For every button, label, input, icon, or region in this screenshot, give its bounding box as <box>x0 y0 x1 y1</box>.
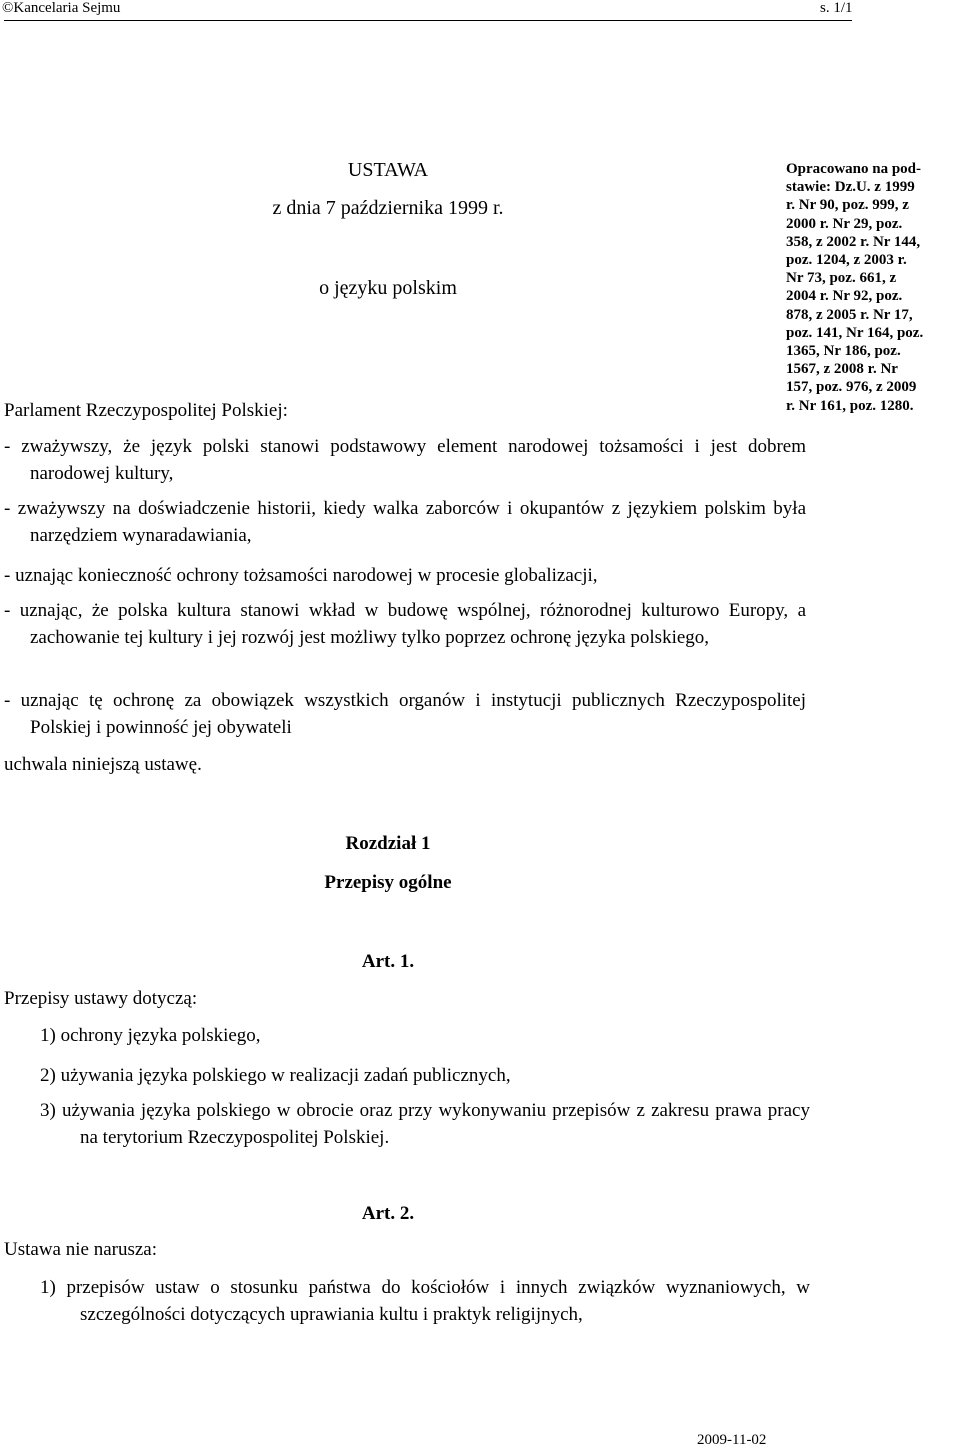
art2-intro: Ustawa nie narusza: <box>4 1239 157 1260</box>
art1-item: 1) ochrony języka polskiego, <box>40 1025 261 1046</box>
chapter-number: Rozdział 1 <box>345 833 431 854</box>
art1-item: 2) używania języka polskiego w realizacji zadań publicznych, <box>40 1065 511 1086</box>
law-subject: o języku polskim <box>319 277 457 299</box>
art1-heading: Art. 1. <box>361 951 415 972</box>
page-number: s. 1/1 <box>820 0 853 16</box>
preamble-closing: uchwala niniejszą ustawę. <box>4 754 202 775</box>
art2-heading: Art. 2. <box>361 1203 415 1224</box>
preamble-item: - uznając tę ochronę za obowiązek wszystkich organów i instytucji publicznych Rzeczypospolitej Polskiej i powinność jej obywateli <box>4 690 806 738</box>
footer-date: 2009-11-02 <box>697 1432 767 1448</box>
preamble-item: - zważywszy na doświadczenie historii, kiedy walka zaborców i okupantów z językiem polskim była narzędziem wynaradawiania, <box>4 498 806 546</box>
preamble-item: - uznając konieczność ochrony tożsamości narodowej w procesie globalizacji, <box>4 565 598 586</box>
header-rule <box>4 20 852 21</box>
header-left: ©Kancelaria Sejmu <box>2 0 121 16</box>
art1-item: 3) używania języka polskiego w obrocie oraz przy wykonywaniu przepisów z zakresu prawa pracy na terytorium Rzeczypospolitej Polskiej. <box>40 1100 810 1148</box>
law-type: USTAWA <box>347 159 429 181</box>
source-note: Opracowano na pod- stawie: Dz.U. z 1999 r. Nr 90, poz. 999, z 2000 r. Nr 29, poz. 358, z 2002 r. Nr 144, poz. 1204, z 2003 r. Nr 73, poz. 661, z 2004 r. Nr 92, poz. 878, z 2005 r. Nr 17, poz. 141, Nr 164, poz. 1365, Nr 186, poz. 1567, z 2008 r. Nr 157, poz. 976, z 2009 r. Nr 161, poz. 1280. <box>786 161 924 414</box>
preamble-intro: Parlament Rzeczypospolitej Polskiej: <box>4 400 288 421</box>
art2-item: 1) przepisów ustaw o stosunku państwa do kościołów i innych związków wyznaniowych, w szczególności dotyczących uprawiania kultu i praktyk religijnych, <box>40 1277 810 1325</box>
preamble-item: - zważywszy, że język polski stanowi podstawowy element narodowej tożsamości i jest dobrem narodowej kultury, <box>4 436 806 484</box>
law-date: z dnia 7 października 1999 r. <box>272 197 504 219</box>
art1-intro: Przepisy ustawy dotyczą: <box>4 988 198 1009</box>
chapter-title: Przepisy ogólne <box>324 872 452 893</box>
preamble-item: - uznając, że polska kultura stanowi wkład w budowę wspólnej, różnorodnej kulturowo Europy, a zachowanie tej kultury i jej rozwój jest możliwy tylko poprzez ochronę języka polskiego, <box>4 600 806 648</box>
